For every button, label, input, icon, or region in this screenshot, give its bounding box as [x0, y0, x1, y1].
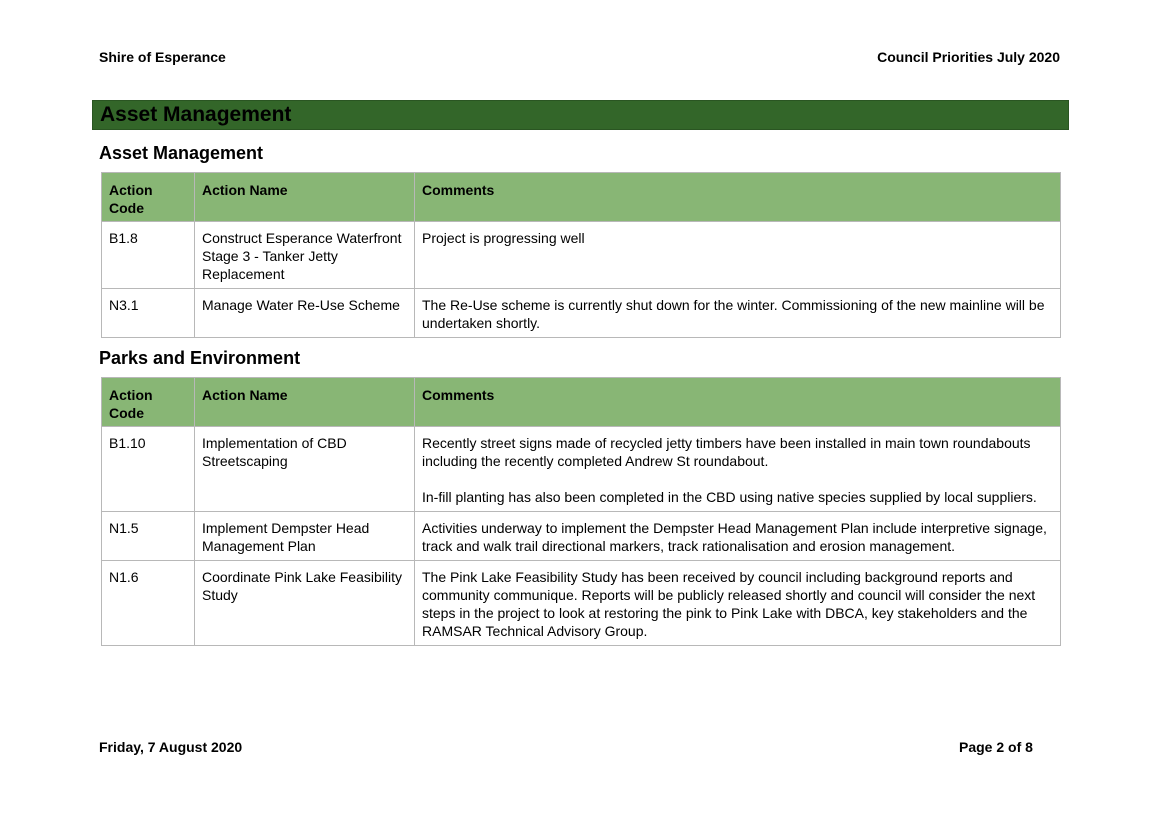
table-row — [102, 289, 1061, 338]
table-row — [102, 561, 1061, 646]
comment-paragraph: The Pink Lake Feasibility Study has been received by council including background reports and community communique. Reports will be publicly released shortly and council will consider the next steps in the project to look at restoring the pink to Pink Lake with DBCA, key stakeholders and the RAMSAR Technical Advisory Group. — [422, 569, 1036, 639]
comment-paragraph: Recently street signs made of recycled jetty timbers have been installed in main town roundabouts including the recently completed Andrew St roundabout. — [422, 435, 1031, 469]
table-header-row — [102, 173, 1061, 222]
comment-paragraph: Project is progressing well — [422, 230, 585, 246]
table-row — [102, 222, 1061, 289]
comments-cell — [415, 289, 1061, 338]
column-header-action-code: Action Code — [102, 378, 195, 427]
comment-paragraph: Activities underway to implement the Dempster Head Management Plan include interpretive signage, track and walk trail directional markers, track rationalisation and erosion management. — [422, 520, 1047, 554]
section-title-asset-management: Asset Management — [99, 143, 264, 163]
parks-and-environment-table — [101, 377, 1061, 646]
banner-title: Asset Management — [100, 103, 292, 126]
action-code-cell: N1.6 — [102, 561, 195, 646]
action-name-cell: Manage Water Re-Use Scheme — [195, 289, 415, 338]
section-banner — [92, 100, 1069, 130]
action-code-cell: N3.1 — [102, 289, 195, 338]
action-name-cell: Coordinate Pink Lake Feasibility Study — [195, 561, 415, 646]
column-header-action-code: Action Code — [102, 173, 195, 222]
action-name-cell: Implement Dempster Head Management Plan — [195, 512, 415, 561]
comment-paragraph: In-fill planting has also been completed in the CBD using native species supplied by local suppliers. — [422, 489, 1037, 505]
comments-cell — [415, 561, 1061, 646]
action-name-cell: Implementation of CBD Streetscaping — [195, 427, 415, 512]
column-header-comments: Comments — [415, 378, 1061, 427]
footer-page-number: Page 2 of 8 — [959, 739, 1033, 755]
table-header-row — [102, 378, 1061, 427]
comment-paragraph: The Re-Use scheme is currently shut down for the winter. Commissioning of the new mainline will be undertaken shortly. — [422, 297, 1045, 331]
action-code-cell: B1.8 — [102, 222, 195, 289]
column-header-action-name: Action Name — [195, 173, 415, 222]
comments-cell — [415, 512, 1061, 561]
action-name-cell: Construct Esperance Waterfront Stage 3 - Tanker Jetty Replacement — [195, 222, 415, 289]
action-code-cell: N1.5 — [102, 512, 195, 561]
header-document-title: Council Priorities July 2020 — [877, 49, 1060, 65]
table-row — [102, 427, 1061, 512]
asset-management-table — [101, 172, 1061, 338]
table-row — [102, 512, 1061, 561]
comments-cell — [415, 222, 1061, 289]
header-organization: Shire of Esperance — [99, 49, 226, 65]
column-header-comments: Comments — [415, 173, 1061, 222]
section-title-parks-and-environment: Parks and Environment — [99, 348, 301, 368]
column-header-action-name: Action Name — [195, 378, 415, 427]
action-code-cell: B1.10 — [102, 427, 195, 512]
footer-date: Friday, 7 August 2020 — [99, 739, 243, 755]
comments-cell — [415, 427, 1061, 512]
